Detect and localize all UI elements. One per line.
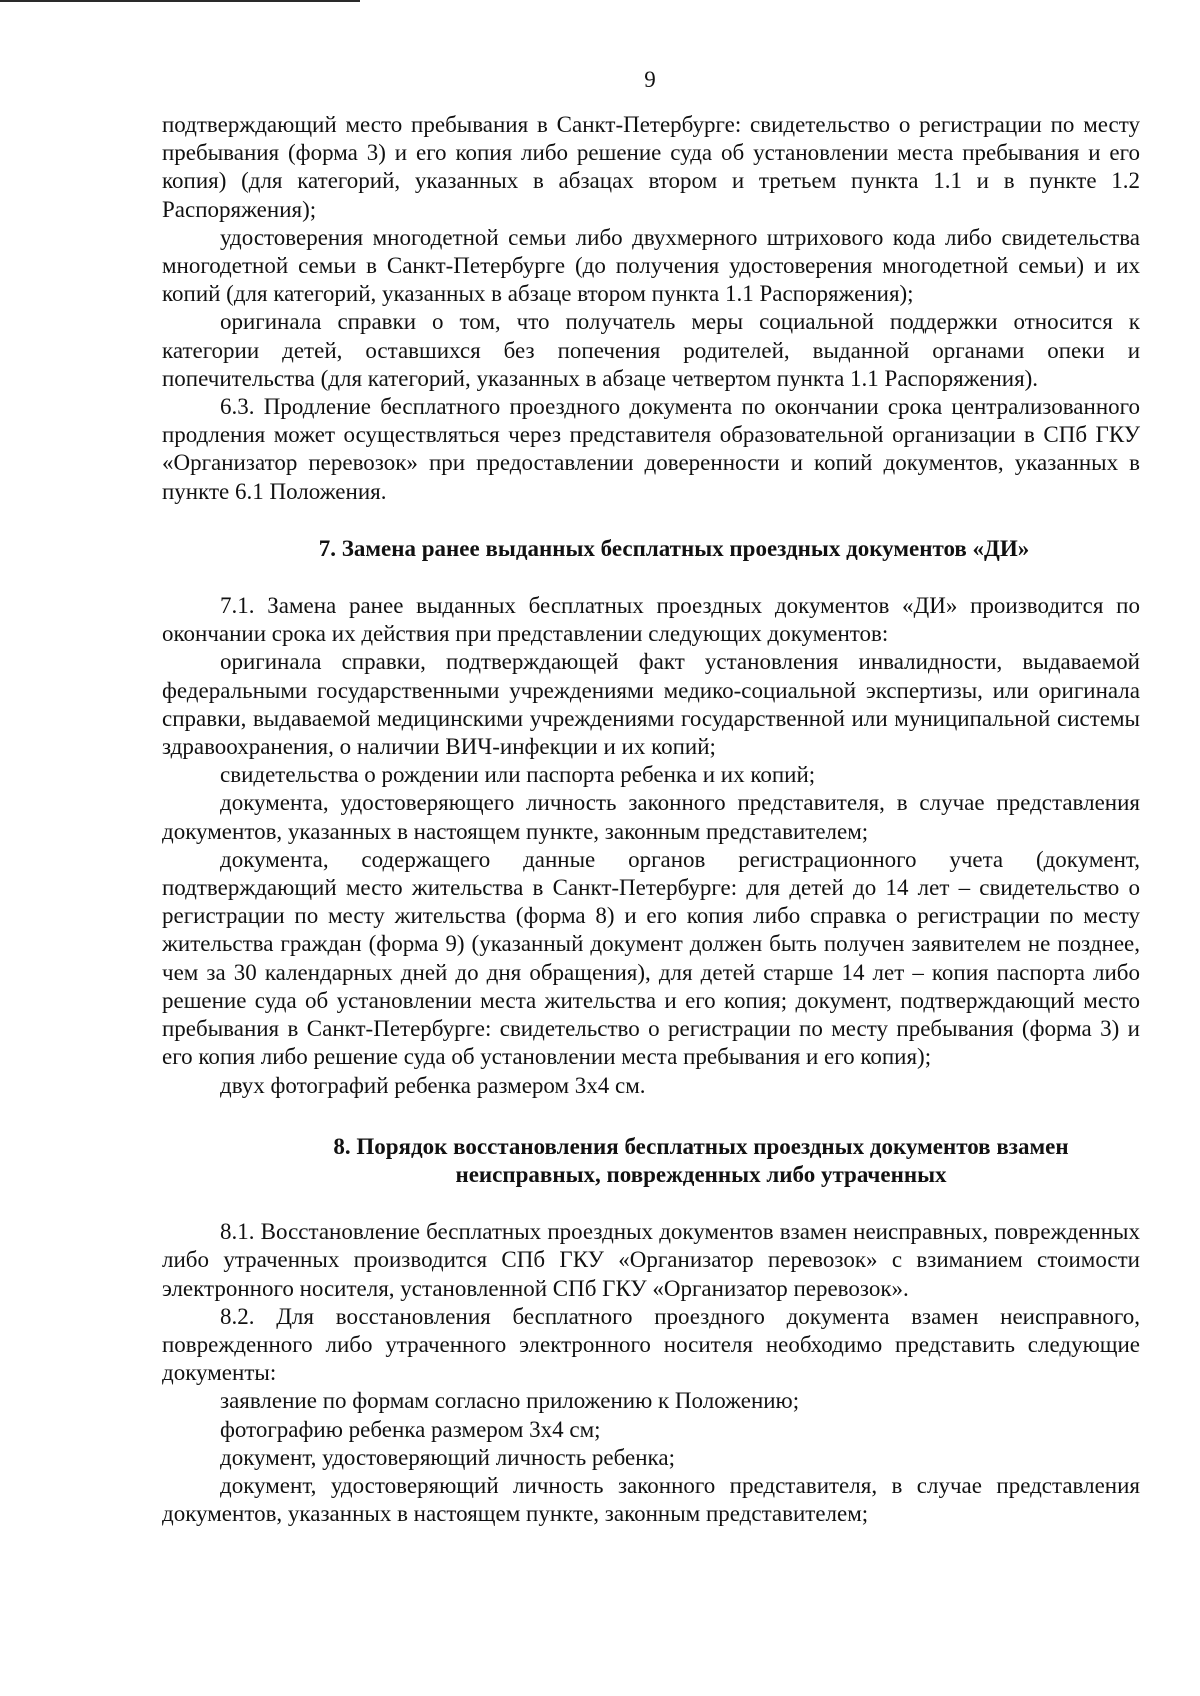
paragraph: фотографию ребенка размером 3х4 см; <box>220 1416 601 1442</box>
paragraph: подтверждающий место пребывания в Санкт-Петербурге: свидетельство о регистрации по месту пребывания (форма 3) и его копия либо решение суда об установлении места пребывания и его копия) (для категорий, указанных в абзацах втором и третьем пункта 1.1 и в пункте 1.2 Распоряжения); <box>162 112 1140 222</box>
paragraph: документа, содержащего данные органов регистрационного учета (документ, подтверждающий место жительства в Санкт-Петербурге: для детей до 14 лет – свидетельство о регистрации по месту жительства (форма 8) и его копия либо справка о регистрации по месту жительства граждан (форма 9) (указанный документ должен быть получен заявителем не позднее, чем за 30 календарных дней до дня обращения), для детей старше 14 лет – копия паспорта либо решение суда об установлении места жительства и его копия; документ, подтверждающий место пребывания в Санкт-Петербурге: свидетельство о регистрации по месту пребывания (форма 3) и его копия либо решение суда об установлении места пребывания и его копия); <box>162 846 1140 1070</box>
paragraph: удостоверения многодетной семьи либо двухмерного штрихового кода либо свидетельства многодетной семьи в Санкт-Петербурге (до получения удостоверения многодетной семьи) и их копий (для категорий, указанных в абзаце втором пункта 1.1 Распоряжения); <box>162 224 1140 307</box>
paragraph: документ, удостоверяющий личность законного представителя, в случае представления документов, указанных в настоящем пункте, законным представителем; <box>162 1472 1140 1527</box>
paragraph: документа, удостоверяющего личность законного представителя, в случае представления документов, указанных в настоящем пункте, законным представителем; <box>162 790 1140 844</box>
paragraph: свидетельства о рождении или паспорта ребенка и их копий; <box>220 762 816 788</box>
section-heading-8: 8. Порядок восстановления бесплатных проездных документов взамен неисправных, поврежденных либо утраченных <box>333 1133 1069 1187</box>
section-heading-7: 7. Замена ранее выданных бесплатных проездных документов «ДИ» <box>318 535 1030 561</box>
page-number: 9 <box>644 67 656 92</box>
paragraph: оригинала справки о том, что получатель меры социальной поддержки относится к категории детей, оставшихся без попечения родителей, выданной органами опеки и попечительства (для категорий, указанных в абзаце четвертом пункта 1.1 Распоряжения). <box>162 309 1140 391</box>
paragraph: документ, удостоверяющий личность ребенка; <box>220 1444 675 1470</box>
document-body <box>162 111 1140 1528</box>
paragraph: 8.1. Восстановление бесплатных проездных документов взамен неисправных, поврежденных либо утраченных производится СПб ГКУ «Организатор перевозок» с взиманием стоимости электронного носителя, установленной СПб ГКУ «Организатор перевозок». <box>162 1219 1140 1301</box>
paragraph: 8.2. Для восстановления бесплатного проездного документа взамен неисправного, поврежденного либо утраченного электронного носителя необходимо представить следующие документы: <box>162 1303 1140 1386</box>
scan-edge-mark <box>0 0 360 2</box>
paragraph: двух фотографий ребенка размером 3х4 см. <box>220 1072 646 1098</box>
paragraph: заявление по формам согласно приложению к Положению; <box>220 1388 800 1414</box>
paragraph: 7.1. Замена ранее выданных бесплатных проездных документов «ДИ» производится по окончании срока их действия при представлении следующих документов: <box>162 593 1140 647</box>
paragraph: оригинала справки, подтверждающей факт установления инвалидности, выдаваемой федеральными государственными учреждениями медико-социальной экспертизы, или оригинала справки, выдаваемой медицинскими учреждениями государственной или муниципальной системы здравоохранения, о наличии ВИЧ-инфекции и их копий; <box>162 649 1140 760</box>
paragraph: 6.3. Продление бесплатного проездного документа по окончании срока централизованного продления может осуществляться через представителя образовательной организации в СПб ГКУ «Организатор перевозок» при предоставлении доверенности и копий документов, указанных в пункте 6.1 Положения. <box>162 394 1140 504</box>
